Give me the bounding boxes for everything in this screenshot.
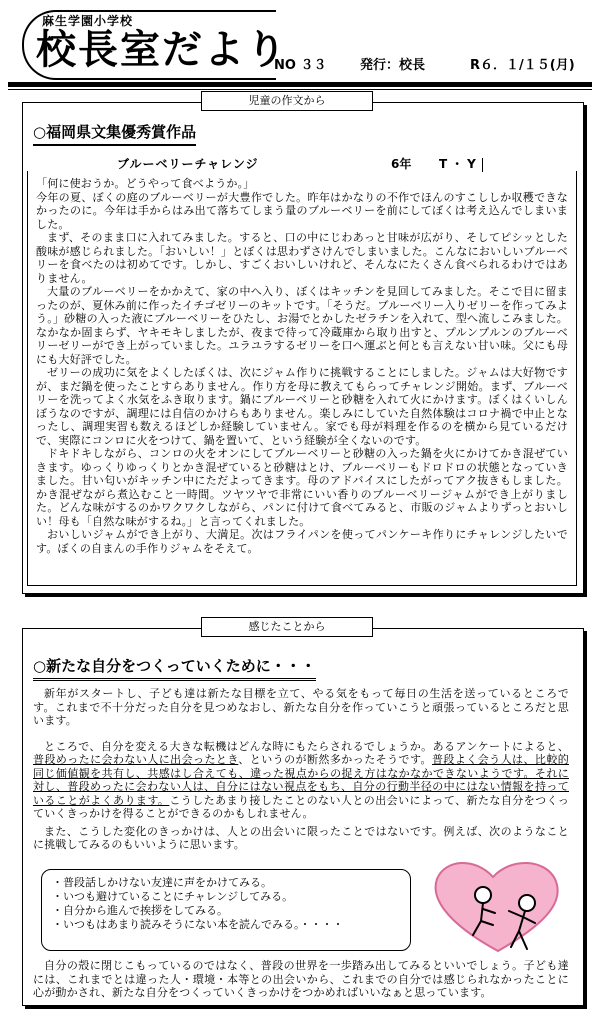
list-item: ・いつも避けていることにチャレンジしてみる。 xyxy=(52,890,294,903)
heart-illustration xyxy=(423,851,573,959)
heart-shape xyxy=(436,863,558,951)
essay-grade: 6年 xyxy=(391,157,412,171)
essay-title: ブルーベリーチャレンジ xyxy=(117,157,259,171)
section-label-essay: 児童の作文から xyxy=(201,91,373,111)
reflection-text: ところで、自分を変える大きな転機はどんな時にもたらされるでしょうか。あるアンケートによると、 xyxy=(44,739,569,753)
essay-paragraph: 大量のブルーベリーをかかえて、家の中へ入り、ぼくはキッチンを見回してみました。そこで目に留まったのが、夏休み前に作ったイチゴゼリーのキットです。「そうだ。ブルーベリー入りゼリーを作ってみよう。」砂糖の入った液にブルーベリーをひたし、お湯でとかしたゼラチンを入れて、型へ流しこみました。なかなか固まらず、ヤキモキしましたが、夜まで待って冷蔵庫から取り出すと、プルンプルンのブルーベリーゼリーができ上がっていました。ユラユラするゼリーを口へ運ぶと何とも言えない甘い味。父にも母にも大好評でした。 xyxy=(36,285,568,366)
section-heading-award: ○福岡県文集優秀賞作品 xyxy=(33,121,196,146)
list-item: ・普段話しかけない友達に声をかけてみる。 xyxy=(52,876,272,889)
essay-body xyxy=(36,177,568,555)
reflection-paragraph xyxy=(33,740,569,821)
essay-paragraph: ドキドキしながら、コンロの火をオンにしてブルーベリーと砂糖の入った鍋を火にかけてかき混ぜていきます。ゆっくりゆっくりとかき混ぜていると砂糖はとけ、ブルーベリーもドロドロの状態となっていきました。甘い匂いがキッチン中にただよってきます。母のアドバイスにしたがってアク抜きもしました。かき混ぜながら煮込むこと一時間。ツヤツヤで非常にいい香りのブルーベリージャムができ上がりました。どんな味がするのかワクワクしながら、パンに付けて食べてみると、市販のジャムよりずっとおいしい！母も「自然な味がするね。」と言ってくれました。 xyxy=(36,447,568,528)
masthead-rule-thin xyxy=(8,89,592,90)
reflection-text: こうしたあまり接したことのない人との出会いによって、新たな自分をつくっていくきっかけを得ることができるのかもしれません。 xyxy=(33,793,569,820)
underlined-text: 普段よく会う人は、比較的同じ価値観を共有し、共感はし合えても、違った視点からの捉え方はなかなかできないようです。それに対し、普段めったに会わない人は、自分にはない視点をもち、自分の行動半径の中にはない情報を持っていることがよくあります。 xyxy=(33,753,569,807)
essay-paragraph: まず、そのまま口に入れてみました。すると、口の中にじわあっと甘味が広がり、そしてピシッとした酸味が感じられました。「おいしい！」とぼくは思わずさけんでしまいました。こんなにおいしいブルーベリーを食べたのは初めてです。しかし、すごくおいしいけれど、そんなにたくさん食べられるわけではありません。 xyxy=(36,231,568,285)
reflection-body xyxy=(33,687,569,856)
essay-paragraph: 「何に使おうか。どうやって食べようか。」 xyxy=(36,177,255,190)
newsletter-title: 校長室だより xyxy=(36,26,288,73)
list-item: ・いつもはあまり読みそうにない本を読んでみる。・・・・ xyxy=(52,918,344,931)
essay-box xyxy=(27,171,577,586)
reflection-paragraph: 自分の殻に閉じこもっているのではなく、普段の世界を一歩踏み出してみるといいでしょう。子ども達には、これまでとは違った人・環境・本等との出会いから、これまでの自分では感じられなかったことに心が動かされ、新たな自分をつくっていくきっかけをつかめればいいなぁと思っています。 xyxy=(33,959,569,999)
issue-date: R６．１/１５(月) xyxy=(470,58,575,73)
essay-author: T・Y xyxy=(439,155,483,172)
essay-paragraph: 今年の夏、ぼくの庭のブルーベリーが大豊作でした。昨年はかなりの不作でほんのすこししか収穫できなかったのに。今年は手からはみ出て落ちてしまう量のブルーベリーを前にしてぼくは考え込んでしまいました。 xyxy=(36,190,568,231)
student-essay-section xyxy=(22,94,584,594)
principal-reflection-section xyxy=(22,620,584,1006)
reflection-text: 、というのが断然多かったそうです。 xyxy=(238,753,432,766)
issue-number: NO ３３ xyxy=(274,58,327,73)
closing-text xyxy=(33,959,569,1000)
section-label-reflection: 感じたことから xyxy=(201,617,373,637)
school-name: 麻生学園小学校 xyxy=(42,14,134,28)
reflection-paragraph: 新年がスタートし、子ども達は新たな目標を立て、やる気をもって毎日の生活を送っているところです。これまで不十分だった自分を見つめなおし、新たな自分を作っていこうと頑張っているところだと思います。 xyxy=(33,687,569,727)
underlined-text: 普段めったに会わない人に出会ったとき xyxy=(33,753,239,766)
issuer: 発行：校長 xyxy=(360,58,426,73)
reflection-paragraph: また、こうした変化のきっかけは、人との出会いに限ったことではないです。例えば、次のようなことに挑戦してみるのもいいように思います。 xyxy=(33,824,569,851)
section-heading-new-self: ○新たな自分をつくっていくために・・・ xyxy=(33,655,316,681)
suggestion-list xyxy=(41,869,411,951)
list-item: ・自分から進んで挨拶をしてみる。 xyxy=(52,904,228,917)
masthead-rule xyxy=(8,82,592,87)
masthead xyxy=(8,6,592,78)
essay-paragraph: おいしいジャムができ上がり、大満足。次はフライパンを使ってパンケーキ作りにチャレンジしたいです。ぼくの自まんの手作りジャムをそえて。 xyxy=(36,528,568,555)
essay-paragraph: ゼリーの成功に気をよくしたぼくは、次にジャム作りに挑戦することにしました。ジャムは大好物ですが、まだ鍋を使ったことすらありません。作り方を母に教えてもらってチャレンジ開始。まず、ブルーベリーを洗ってよく水気をふき取ります。鍋にブルーベリーと砂糖を入れて火にかけます。ぼくはくいしんぼうなのですが、調理には自信のかけらもありません。楽しみにしていた自然体験はコロナ禍で中止となったし、調理実習も数えるほどしか経験していません。家でも母が料理を作るのを横から見ているだけで、実際にコンロに火をつけて、鍋を置いて、という経験が全くないのです。 xyxy=(36,366,568,447)
